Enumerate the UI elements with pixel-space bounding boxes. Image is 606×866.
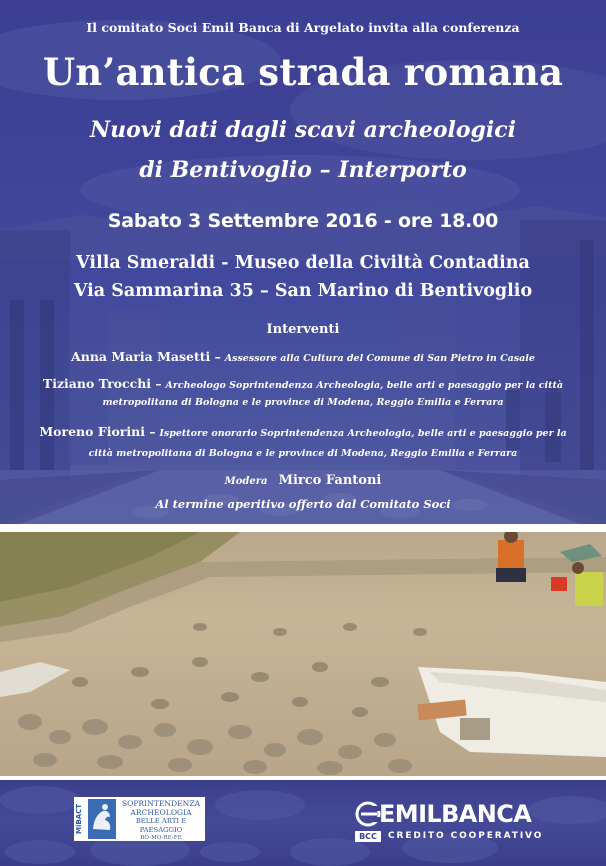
speaker-3-role-continued bbox=[0, 445, 606, 459]
mibact-mark bbox=[75, 799, 87, 839]
soprintendenza-logo bbox=[74, 797, 205, 841]
soprintendenza-seal-icon bbox=[88, 799, 116, 839]
speaker-name: Anna Maria Masetti – bbox=[71, 349, 221, 364]
invitation-line: Il comitato Soci Emil Banca di Argelato invita alla conferenza bbox=[86, 20, 520, 35]
speaker-2-role-continued bbox=[0, 394, 606, 408]
speaker-role: Assessore alla Cultura del Comune di San Pietro in Casale bbox=[224, 353, 535, 364]
emilbanca-logo bbox=[355, 797, 555, 849]
bank-subtitle: CREDITO COOPERATIVO bbox=[388, 831, 544, 841]
moderator-label: Modera bbox=[224, 476, 268, 487]
speaker-role: metropolitana di Bologna e le province di Modena, Reggio Emilia e Ferrara bbox=[102, 397, 504, 408]
closing-note: Al termine aperitivo offerto dal Comitato Soci bbox=[155, 497, 451, 511]
venue-name: Villa Smeraldi - Museo della Civiltà Contadina bbox=[76, 253, 530, 273]
moderator-name: Mirco Fantoni bbox=[278, 473, 382, 488]
excavation-photo-image bbox=[0, 532, 606, 776]
agency-line-2: ARCHEOLOGIA bbox=[130, 807, 192, 817]
excavation-photo bbox=[0, 532, 606, 776]
venue-address: Via Sammarina 35 – San Marino di Bentivoglio bbox=[73, 281, 533, 301]
agency-line-1: SOPRINTENDENZA bbox=[121, 799, 201, 808]
moderator bbox=[0, 469, 606, 488]
bank-name: EMILBANCA bbox=[379, 800, 532, 828]
poster-title: Un’antica strada romana bbox=[42, 50, 564, 94]
event-date: Sabato 3 Settembre 2016 - ore 18.00 bbox=[107, 210, 499, 232]
speaker-role: Ispettore onorario Soprintendenza Archeologia, belle arti e paesaggio per la bbox=[159, 428, 567, 439]
program-heading: Interventi bbox=[266, 322, 340, 337]
subtitle-line-1: Nuovi dati dagli scavi archeologici bbox=[89, 117, 517, 143]
speaker-role: Archeologo Soprintendenza Archeologia, belle arti e paesaggio per la città bbox=[165, 380, 564, 391]
mibact-text: MiBACT bbox=[75, 803, 83, 835]
speaker-name: Moreno Fiorini – bbox=[39, 424, 156, 439]
agency-line-4: BO-MO-RE-FE bbox=[140, 835, 182, 842]
bank-tag: BCC bbox=[355, 831, 381, 842]
speaker-2 bbox=[0, 376, 606, 391]
speaker-3 bbox=[0, 424, 606, 439]
subtitle-line-2: di Bentivoglio – Interporto bbox=[139, 157, 467, 183]
speaker-1 bbox=[0, 349, 606, 364]
speaker-name: Tiziano Trocchi – bbox=[42, 376, 162, 391]
soprintendenza-text bbox=[118, 800, 204, 843]
agency-line-3: BELLE ARTI E PAESAGGIO bbox=[135, 817, 187, 834]
speaker-role: città metropolitana di Bologna e le province di Modena, Reggio Emilia e Ferrara bbox=[88, 448, 518, 459]
